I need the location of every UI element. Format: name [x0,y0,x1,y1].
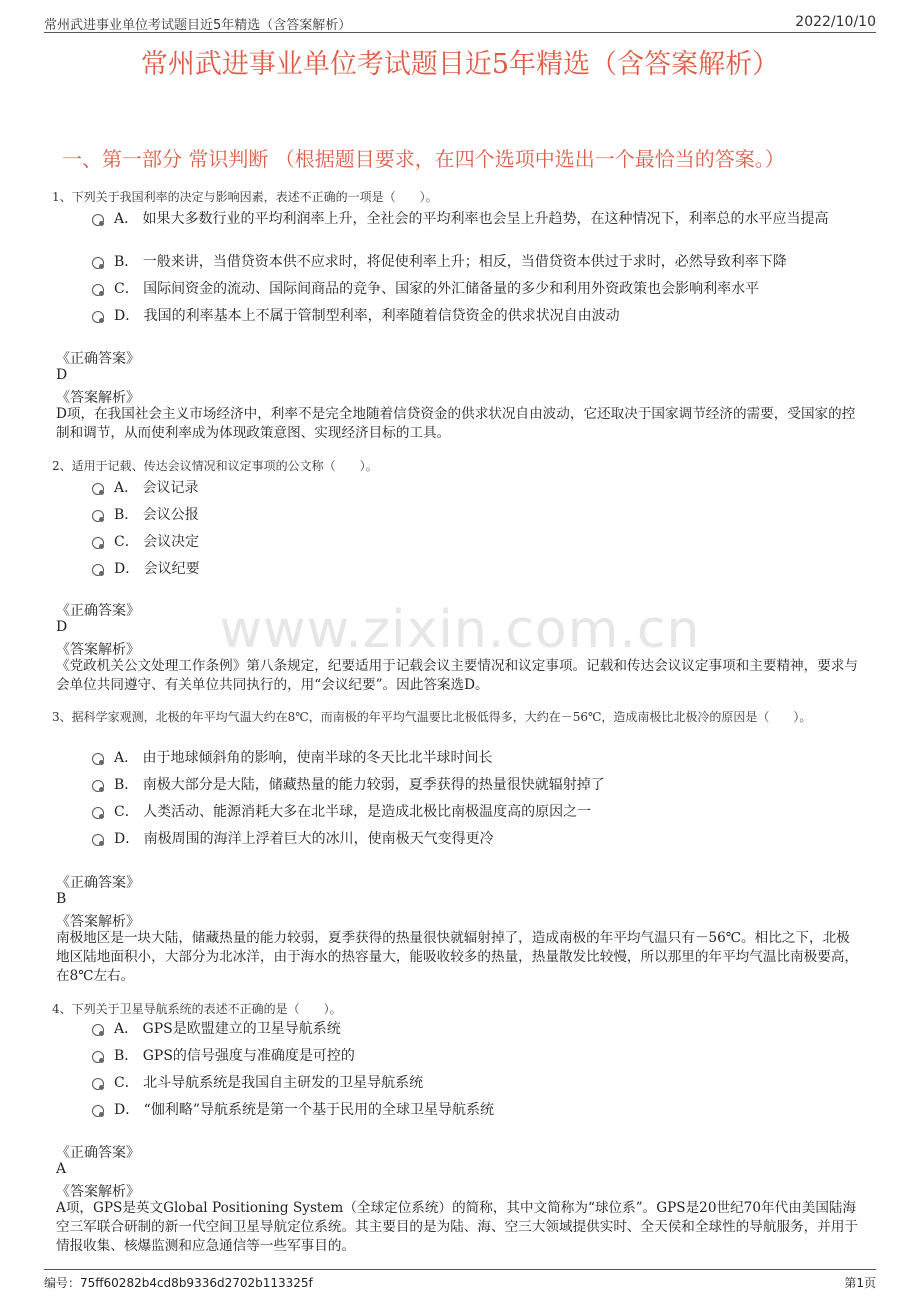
radio-icon[interactable] [92,284,104,296]
radio-icon[interactable] [92,257,104,269]
option-item[interactable] [92,1017,867,1042]
radio-icon[interactable] [92,537,104,549]
answer-label: 《正确答案》 [56,351,140,367]
option-text: C． 国际间资金的流动、国际间商品的竞争、国家的外汇储备量的多少和利用外资政策也会影响利率水平 [114,281,760,297]
option-text: C． 北斗导航系统是我国自主研发的卫星导航系统 [114,1075,424,1091]
option-item[interactable] [92,277,867,302]
analysis-label: 《答案解析》 [56,390,140,406]
option-item[interactable] [92,800,867,825]
analysis-text: D项，在我国社会主义市场经济中，利率不是完全地随着信贷资金的供求状况自由波动，它还取决于国家调节经济的需要，受国家的控制和调节，从而使利率成为体现政策意图、实现经济目标的工具。 [56,406,856,441]
analysis-text: 南极地区是一块大陆，储藏热量的能力较弱，夏季获得的热量很快就辐射掉了，造成南极的年平均气温只有－56℃。相比之下，北极地区陆地面积小，大部分为北冰洋，由于海水的热容量大，能吸收较多的热量，热量散发比较慢，所以那里的年平均气温比南极要高，在8℃左右。 [56,930,859,984]
radio-icon[interactable] [92,807,104,819]
radio-icon[interactable] [92,1078,104,1090]
analysis-text: 《党政机关公文处理工作条例》第八条规定，纪要适用于记载会议主要情况和议定事项。记载和传达会议议定事项和主要精神，要求与会单位共同遵守、有关单位共同执行的，用“会议纪要”。因此答案选D。 [56,658,859,693]
radio-icon[interactable] [92,1051,104,1063]
page-number: 第1页 [844,1276,876,1290]
answer-value: D [56,367,68,383]
option-text: C． 人类活动、能源消耗大多在北半球，是造成北极比南极温度高的原因之一 [114,804,592,820]
option-text: A． 如果大多数行业的平均利润率上升，全社会的平均利率也会呈上升趋势，在这种情况下，利率总的水平应当提高 [114,211,829,227]
option-text: D． “伽利略”导航系统是第一个基于民用的全球卫星导航系统 [114,1102,494,1118]
analysis-text: A项，GPS是英文Global Positioning System（全球定位系统）的简称，其中文简称为“球位系”。GPS是20世纪70年代由美国陆海空三军联合研制的新一代空间卫星导航定位系统。其主要目的是为陆、海、空三大领域提供实时、全天侯和全球性的导航服务，并用于情报收集、核爆监测和应急通信等一些军事目的。 [56,1200,859,1254]
option-item[interactable] [92,827,867,852]
answer-label: 《正确答案》 [56,603,140,619]
option-item[interactable] [92,1044,867,1069]
radio-icon[interactable] [92,564,104,576]
option-text: D． 南极周围的海洋上浮着巨大的冰川，使南极天气变得更冷 [114,831,494,847]
option-text: B． GPS的信号强度与准确度是可控的 [114,1048,355,1064]
option-item[interactable] [92,557,867,582]
radio-icon[interactable] [92,834,104,846]
option-text: C． 会议决定 [114,534,200,550]
radio-icon[interactable] [92,311,104,323]
analysis-label: 《答案解析》 [56,642,140,658]
analysis-label: 《答案解析》 [56,1184,140,1200]
header-date: 2022/10/10 [795,14,876,30]
answer-value: B [56,891,67,907]
radio-icon[interactable] [92,510,104,522]
answer-value: D [56,619,68,635]
option-item[interactable] [92,530,867,555]
option-item[interactable] [92,773,867,798]
question-stem: 3、据科学家观测，北极的年平均气温大约在8℃，而南极的年平均气温要比北极低得多，大约在－56℃，造成南极比北极冷的原因是（ ）。 [52,710,812,724]
header-title: 常州武进事业单位考试题目近5年精选（含答案解析） [44,18,352,33]
page-header [44,10,876,33]
radio-icon[interactable] [92,483,104,495]
option-item[interactable] [92,304,867,329]
watermark: www.zixin.com.cn [219,600,701,660]
document-id: 编号：75ff60282b4cd8b9336d2702b113325f [44,1276,313,1290]
section-heading: 一、第一部分 常识判断 （根据题目要求，在四个选项中选出一个最恰当的答案。） [62,147,785,171]
radio-icon[interactable] [92,753,104,765]
answer-label: 《正确答案》 [56,1145,140,1161]
question-stem: 1、下列关于我国利率的决定与影响因素，表述不正确的一项是（ ）。 [52,190,438,204]
question-stem: 4、下列关于卫星导航系统的表述不正确的是（ ）。 [52,1002,342,1016]
option-text: B． 会议公报 [114,507,199,523]
option-text: A． 由于地球倾斜角的影响，使南半球的冬天比北半球时间长 [114,750,493,766]
option-item[interactable] [92,476,867,501]
answer-value: A [56,1161,67,1177]
document-title: 常州武进事业单位考试题目近5年精选（含答案解析） [140,49,780,80]
option-item[interactable] [92,207,867,232]
question-stem: 2、适用于记载、传达会议情况和议定事项的公文称（ ）。 [52,459,378,473]
option-text: D． 我国的利率基本上不属于管制型利率，利率随着信贷资金的供求状况自由波动 [114,308,620,324]
option-text: A． GPS是欧盟建立的卫星导航系统 [114,1021,341,1037]
radio-icon[interactable] [92,780,104,792]
option-item[interactable] [92,1071,867,1096]
option-text: A． 会议记录 [114,480,199,496]
radio-icon[interactable] [92,214,104,226]
answer-label: 《正确答案》 [56,875,140,891]
radio-icon[interactable] [92,1105,104,1117]
option-item[interactable] [92,746,867,771]
page-footer [44,1269,876,1292]
option-text: D． 会议纪要 [114,561,200,577]
analysis-label: 《答案解析》 [56,914,140,930]
radio-icon[interactable] [92,1024,104,1036]
option-text: B． 一般来讲，当借贷资本供不应求时，将促使利率上升；相反，当借贷资本供过于求时，必然导致利率下降 [114,254,787,270]
option-text: B． 南极大部分是大陆，储藏热量的能力较弱，夏季获得的热量很快就辐射掉了 [114,777,605,793]
option-item[interactable] [92,503,867,528]
option-item[interactable] [92,1098,867,1123]
option-item[interactable] [92,250,867,275]
